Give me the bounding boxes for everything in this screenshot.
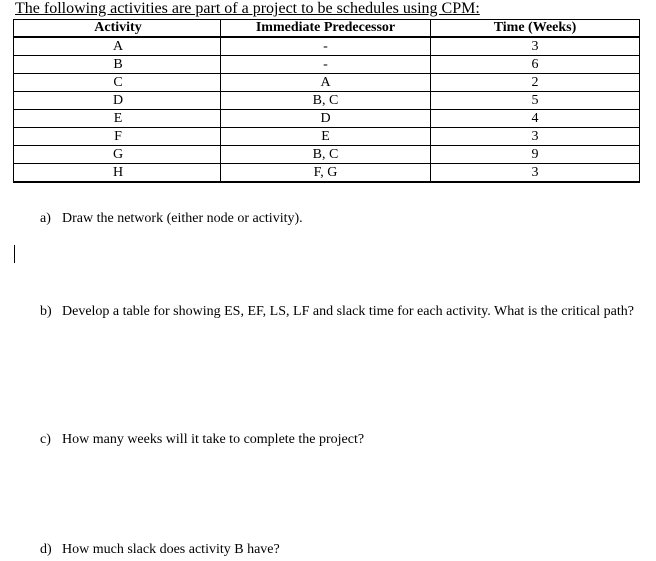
cell-predecessor: B, C bbox=[221, 146, 431, 164]
question-label: c) bbox=[40, 432, 51, 447]
intro-text bbox=[15, 0, 480, 18]
table-row bbox=[14, 110, 639, 128]
question-label: d) bbox=[40, 542, 52, 557]
cell-time: 3 bbox=[531, 164, 539, 180]
question-c bbox=[40, 430, 640, 449]
question-text: Draw the network (either node or activity). bbox=[62, 211, 303, 226]
question-text: How much slack does activity B have? bbox=[62, 542, 280, 557]
cell-activity: C bbox=[14, 74, 221, 92]
header-activity: Activity bbox=[14, 20, 221, 38]
question-b bbox=[40, 302, 640, 321]
cell-predecessor: D bbox=[221, 110, 431, 128]
cell-time: 9 bbox=[431, 146, 639, 164]
cell-activity: B bbox=[14, 56, 221, 74]
table-header-row bbox=[14, 20, 639, 38]
cell-time: 3 bbox=[431, 128, 639, 146]
cell-predecessor: - bbox=[221, 56, 431, 74]
question-d bbox=[40, 540, 640, 559]
table-row bbox=[14, 92, 639, 110]
cell-predecessor: - bbox=[221, 38, 431, 56]
table-row bbox=[14, 128, 639, 146]
header-predecessor: Immediate Predecessor bbox=[221, 20, 431, 38]
cell-activity: F bbox=[14, 128, 221, 146]
table-row bbox=[14, 146, 639, 164]
cell-time: 5 bbox=[431, 92, 639, 110]
cell-time: 2 bbox=[431, 74, 639, 92]
header-time: Time (Weeks) bbox=[431, 20, 639, 38]
table-row bbox=[14, 74, 639, 92]
table-row bbox=[14, 164, 639, 181]
cell-time: 3 bbox=[431, 38, 639, 56]
cell-activity: H bbox=[14, 164, 221, 181]
intro-sentence: The following activities are part of a project to be schedules using CPM: bbox=[15, 0, 480, 17]
cell-activity: G bbox=[14, 146, 221, 164]
question-label: a) bbox=[40, 211, 51, 226]
cell-activity: A bbox=[14, 38, 221, 56]
cell-predecessor: F, G bbox=[221, 164, 431, 181]
cell-time: 6 bbox=[431, 56, 639, 74]
cell-predecessor: E bbox=[221, 128, 431, 146]
question-label: b) bbox=[40, 304, 52, 319]
cell-time: 4 bbox=[431, 110, 639, 128]
activity-table bbox=[13, 19, 640, 183]
table-row bbox=[14, 38, 639, 56]
cell-predecessor: A bbox=[221, 74, 431, 92]
cell-predecessor: B, C bbox=[221, 92, 431, 110]
question-text: How many weeks will it take to complete the project? bbox=[62, 432, 365, 447]
question-a bbox=[40, 209, 640, 228]
question-text: Develop a table for showing ES, EF, LS, LF and slack time for each activity. What is the critical path? bbox=[62, 304, 634, 319]
cell-activity: D bbox=[14, 92, 221, 110]
text-cursor[interactable] bbox=[14, 245, 15, 263]
cell-activity: E bbox=[14, 110, 221, 128]
table-row bbox=[14, 56, 639, 74]
